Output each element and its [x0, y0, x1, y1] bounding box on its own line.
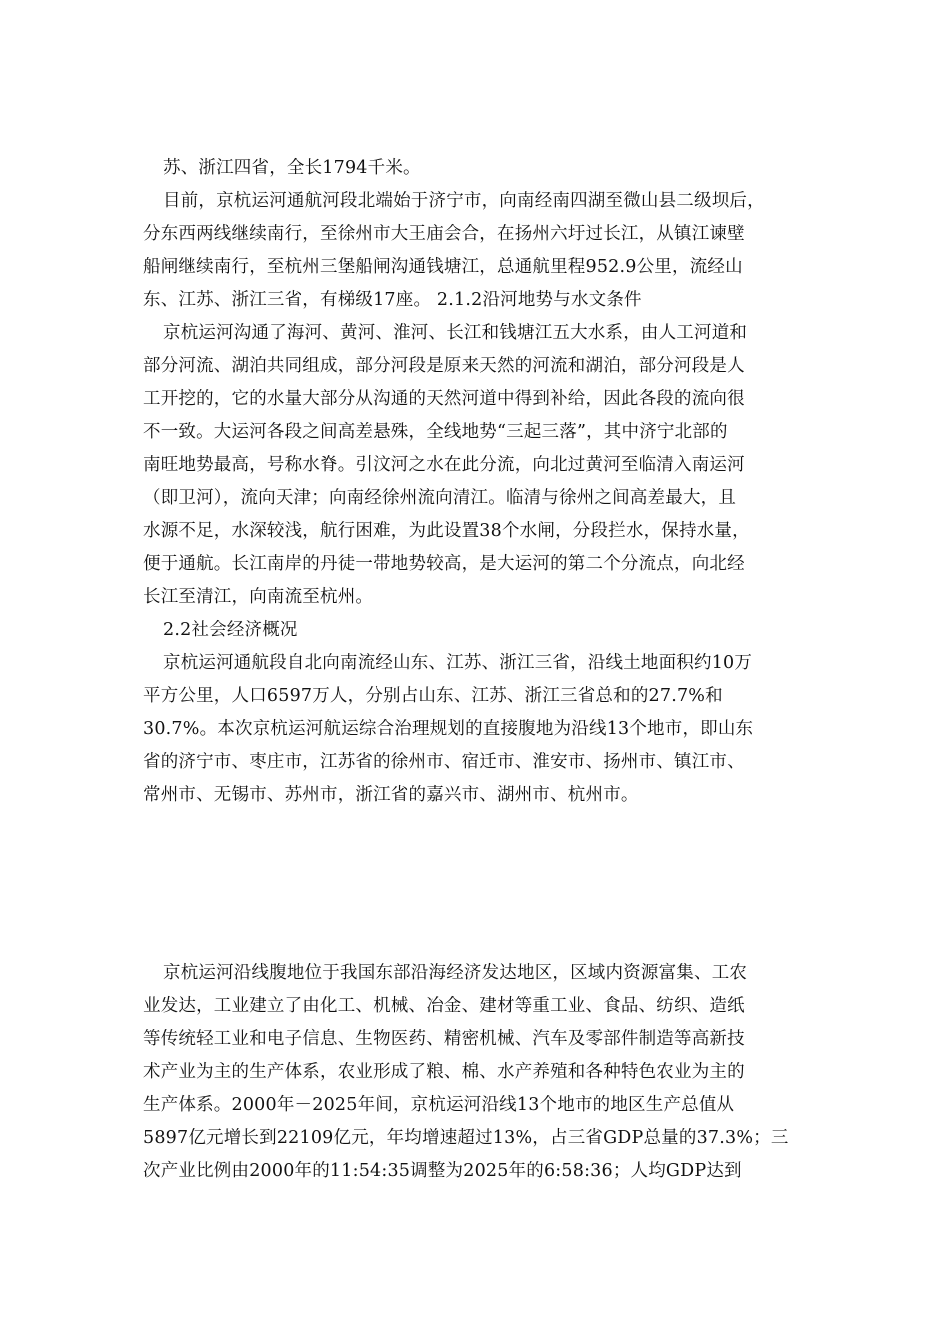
text-line: 部分河流、湖泊共同组成，部分河段是原来天然的河流和湖泊，部分河段是人 [143, 356, 745, 376]
text-line: 术产业为主的生产体系，农业形成了粮、棉、水产养殖和各种特色农业为主的 [143, 1062, 745, 1082]
text-line: 京杭运河沿线腹地位于我国东部沿海经济发达地区，区域内资源富集、工农 [163, 963, 748, 983]
text-line: 分东西两线继续南行，至徐州市大王庙会合，在扬州六圩过长江，从镇江谏壁 [143, 224, 745, 244]
text-line: 不一致。大运河各段之间高差悬殊，全线地势“三起三落”，其中济宁北部的 [143, 422, 728, 442]
text-line: 5897亿元增长到22109亿元，年均增速超过13%，占三省GDP总量的37.3%；三 [143, 1128, 789, 1148]
section-heading: 2.2社会经济概况 [163, 620, 298, 640]
text-line: 生产体系。2000年－2025年间，京杭运河沿线13个地市的地区生产总值从 [143, 1095, 735, 1115]
text-line: 等传统轻工业和电子信息、生物医药、精密机械、汽车及零部件制造等高新技 [143, 1029, 745, 1049]
text-line: 平方公里，人口6597万人，分别占山东、江苏、浙江三省总和的27.7%和 [143, 686, 723, 706]
text-line: 常州市、无锡市、苏州市，浙江省的嘉兴市、湖州市、杭州市。 [143, 785, 639, 805]
text-line: （即卫河），流向天津；向南经徐州流向清江。临清与徐州之间高差最大，且 [143, 488, 737, 508]
text-line: 船闸继续南行，至杭州三堡船闸沟通钱塘江，总通航里程952.9公里，流经山 [143, 257, 743, 277]
text-line: 工开挖的，它的水量大部分从沟通的天然河道中得到补给，因此各段的流向很 [143, 389, 745, 409]
text-line: 京杭运河沟通了海河、黄河、淮河、长江和钱塘江五大水系，由人工河道和 [163, 323, 748, 343]
text-line: 业发达，工业建立了由化工、机械、冶金、建材等重工业、食品、纺织、造纸 [143, 996, 745, 1016]
text-line: 目前，京杭运河通航河段北端始于济宁市，向南经南四湖至微山县二级坝后， [163, 191, 765, 211]
text-line: 次产业比例由2000年的11:54:35调整为2025年的6:58:36；人均GDP达到 [143, 1161, 742, 1181]
text-line: 30.7%。本次京杭运河航运综合治理规划的直接腹地为沿线13个地市，即山东 [143, 719, 754, 739]
text-line: 省的济宁市、枣庄市，江苏省的徐州市、宿迁市、淮安市、扬州市、镇江市、 [143, 752, 745, 772]
text-block-lower [143, 957, 808, 1188]
text-line: 水源不足，水深较浅，航行困难，为此设置38个水闸，分段拦水，保持水量， [143, 521, 750, 541]
text-line: 东、江苏、浙江三省，有梯级17座。 2.1.2沿河地势与水文条件 [143, 290, 642, 310]
text-line: 京杭运河通航段自北向南流经山东、江苏、浙江三省，沿线土地面积约10万 [163, 653, 753, 673]
text-line: 南旺地势最高，号称水脊。引汶河之水在此分流，向北过黄河至临清入南运河 [143, 455, 745, 475]
text-line: 便于通航。长江南岸的丹徒一带地势较高，是大运河的第二个分流点，向北经 [143, 554, 745, 574]
text-line: 长江至清江，向南流至杭州。 [143, 587, 374, 607]
text-line: 苏、浙江四省，全长1794千米。 [163, 158, 421, 178]
text-block-upper [143, 152, 808, 812]
